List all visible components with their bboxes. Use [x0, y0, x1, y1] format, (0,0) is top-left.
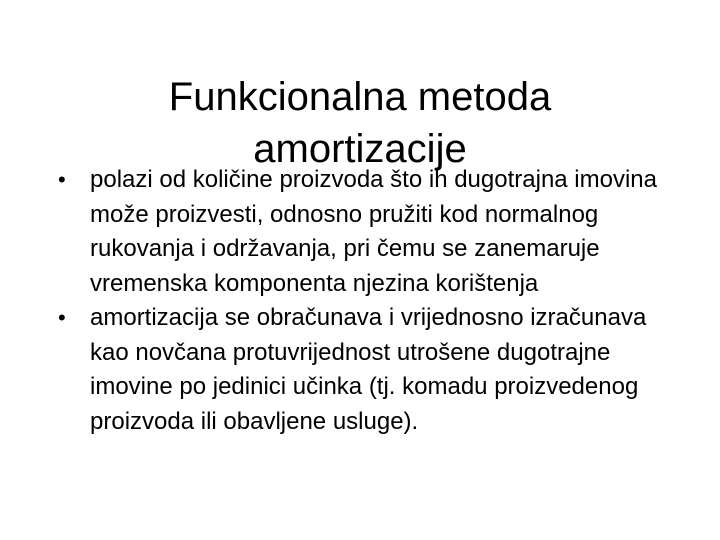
- bullet-text: polazi od količine proizvoda što ih dugotrajna imovina može proizvesti, odnosno pružiti kod normalnog rukovanja i održavanja, pri čemu se zanemaruje vremenska komponenta njezina korištenja: [90, 166, 657, 297]
- bullet-list: [54, 163, 674, 439]
- bullet-text: amortizacija se obračunava i vrijednosno izračunava kao novčana protuvrijednost utrošene dugotrajne imovine po jedinici učinka (tj. komadu proizvedenog proizvoda ili obavljene usluge).: [90, 304, 647, 435]
- bullet-marker: •: [58, 305, 66, 330]
- slide-title: [0, 71, 720, 175]
- bullet-item: [54, 301, 674, 439]
- bullet-marker: •: [58, 167, 66, 192]
- slide-title-line-2: amortizacije: [253, 126, 467, 171]
- bullet-item: [54, 163, 674, 301]
- slide-title-line-1: Funkcionalna metoda: [168, 74, 552, 119]
